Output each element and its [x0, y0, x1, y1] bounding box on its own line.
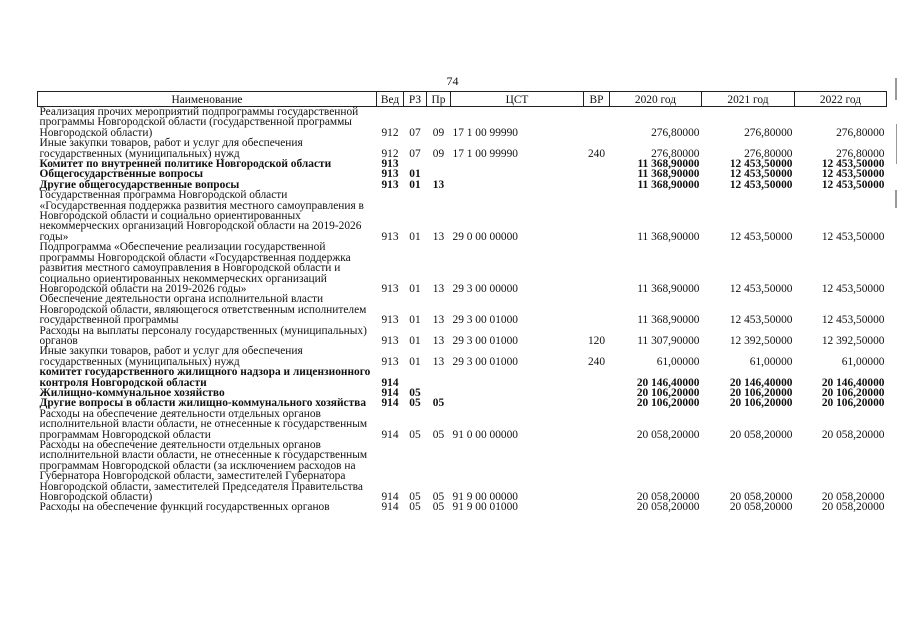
cell-2021: 12 392,50000: [729, 334, 793, 347]
cell-cst: 29 3 00 01000: [452, 355, 518, 368]
cell-pr: 09: [432, 147, 445, 160]
cell-rz: 05: [409, 491, 421, 504]
cell-cst: 29 3 00 00000: [452, 282, 518, 295]
cell-2022: 12 453,50000: [821, 168, 885, 181]
page-number: 74: [446, 74, 459, 88]
table-row: [38, 107, 887, 139]
cell-vr: [584, 388, 610, 398]
cell-2021: 12 453,50000: [729, 158, 793, 171]
cell-2021: 20 106,20000: [729, 386, 793, 399]
cell-ved: 914: [381, 501, 399, 514]
cell-ved: 914: [381, 491, 399, 504]
cell-name: Жилищно-коммунальное хозяйство: [39, 386, 225, 399]
cell-rz: 05: [409, 501, 421, 514]
cell-name: Расходы на обеспечение функций государственных органов: [39, 501, 330, 514]
cell-pr: 05: [432, 397, 445, 410]
header-pr: Пр: [427, 92, 451, 107]
table-row: [38, 138, 887, 159]
header-name: Наименование: [38, 92, 377, 107]
cell-cst: 29 0 00 00000: [452, 230, 518, 243]
cell-ved: 913: [381, 230, 399, 243]
cell-cst: [451, 367, 584, 388]
cell-2020: 11 307,90000: [637, 334, 700, 347]
cell-2022: 12 453,50000: [821, 230, 885, 243]
cell-2020: 11 368,90000: [637, 282, 700, 295]
cell-2022: 12 453,50000: [821, 178, 885, 191]
cell-2020: 20 058,20000: [636, 491, 700, 504]
cell-cst: 17 1 00 99990: [452, 126, 518, 139]
cell-pr: 05: [432, 501, 445, 514]
cell-2021: 20 146,40000: [729, 376, 793, 389]
cell-name: Иные закупки товаров, работ и услуг для обеспечения государственных (муниципальных) нужд: [39, 137, 303, 160]
cell-ved: 913: [381, 158, 399, 171]
cell-ved: 912: [381, 147, 399, 160]
cell-2020: 20 058,20000: [636, 428, 700, 441]
cell-name: комитет государственного жилищного надзора и лицензионного контроля Новгородской области: [39, 366, 371, 389]
cell-pr: 13: [432, 314, 445, 327]
cell-name: Реализация прочих мероприятий подпрограммы государственной программы Новгородской области (государственной программы Новгородской области): [39, 106, 359, 139]
cell-cst: 91 9 00 00000: [452, 491, 518, 504]
cell-2022: 276,80000: [836, 147, 885, 160]
cell-name: Государственная программа Новгородской области «Государственная поддержка развития местного самоуправления в Новгородской области и социально ориентированных некоммерческих организаций Новгородской области на 2019-2026 годы»: [39, 189, 364, 243]
cell-cst: [451, 180, 584, 190]
cell-2021: 20 058,20000: [729, 491, 793, 504]
cell-pr: 13: [432, 334, 445, 347]
cell-2020: 11 368,90000: [637, 158, 700, 171]
cell-ved: 912: [381, 126, 399, 139]
scan-edge-mark: [895, 190, 897, 208]
table-row: [38, 346, 887, 367]
cell-ved: 913: [381, 168, 399, 181]
cell-2021: 12 453,50000: [729, 168, 793, 181]
budget-table: [37, 91, 887, 513]
cell-name: Расходы на обеспечение деятельности отдельных органов исполнительной власти области, не отнесенные к государственным программам Новгородской области (за исключением расходов на Губернатора Новгородской области, заместителей Губернатора Новгородской области, заместителей Председателя Правительства Новгородской области): [39, 439, 368, 504]
cell-name: Комитет по внутренней политике Новгородской области: [39, 158, 332, 171]
cell-rz: 01: [409, 355, 421, 368]
cell-pr: [427, 367, 451, 388]
cell-rz: 01: [409, 230, 421, 243]
cell-ved: 914: [381, 376, 399, 389]
cell-vr: [584, 190, 610, 242]
cell-name: Расходы на обеспечение деятельности отдельных органов исполнительной власти области, не отнесенные к государственным программам Новгородской области: [39, 407, 368, 441]
cell-rz: 07: [409, 147, 421, 160]
header-2021: 2021 год: [702, 92, 795, 107]
cell-2021: 20 106,20000: [729, 397, 793, 410]
cell-cst: [451, 388, 584, 398]
cell-ved: 914: [381, 428, 399, 441]
cell-pr: [427, 159, 451, 169]
header-rz: РЗ: [404, 92, 427, 107]
cell-cst: [451, 169, 584, 179]
cell-ved: 913: [381, 355, 399, 368]
cell-vr: [584, 409, 610, 440]
table-row: [38, 242, 887, 294]
table-row: [38, 367, 887, 388]
cell-vr: [584, 367, 610, 388]
cell-2022: 20 106,20000: [821, 397, 885, 410]
cell-rz: 05: [409, 386, 421, 399]
cell-2022: 12 453,50000: [821, 314, 885, 327]
cell-2020: 20 146,40000: [636, 376, 700, 389]
cell-vr: [584, 294, 610, 325]
table-row: [38, 326, 887, 347]
cell-name: Общегосударственные вопросы: [39, 168, 204, 181]
cell-2021: 12 453,50000: [729, 178, 793, 191]
cell-2022: 20 058,20000: [821, 501, 885, 514]
cell-2020: 276,80000: [651, 147, 700, 160]
cell-2020: 20 106,20000: [636, 386, 700, 399]
cell-vr: [584, 107, 610, 139]
cell-2020: 20 058,20000: [636, 501, 700, 514]
table-row: [38, 294, 887, 325]
cell-2021: 20 058,20000: [729, 428, 793, 441]
cell-name: Подпрограмма «Обеспечение реализации государственной программы Новгородской области «Государственная поддержка развития местного самоуправления в Новгородской области и социально ориентированных некоммерческих организаций Новгородской области на 2019-2026 годы»: [39, 241, 351, 295]
cell-cst: 17 1 00 99990: [452, 147, 518, 160]
table-header-row: [38, 92, 887, 107]
cell-cst: 29 3 00 01000: [452, 314, 518, 327]
cell-pr: 09: [432, 126, 445, 139]
cell-rz: 01: [409, 178, 421, 191]
scan-edge-mark: [895, 78, 897, 100]
table-row: [38, 502, 887, 512]
cell-2022: 12 392,50000: [821, 334, 885, 347]
table-row: [38, 440, 887, 502]
cell-rz: 01: [409, 334, 421, 347]
cell-cst: 91 9 00 01000: [452, 501, 518, 514]
cell-2022: 20 058,20000: [821, 428, 885, 441]
cell-rz: 07: [409, 126, 421, 139]
cell-ved: 913: [381, 178, 399, 191]
cell-pr: 13: [432, 282, 445, 295]
cell-cst: [451, 398, 584, 408]
cell-2021: 20 058,20000: [729, 501, 793, 514]
cell-2022: 12 453,50000: [821, 158, 885, 171]
cell-cst: 91 0 00 00000: [452, 428, 518, 441]
cell-rz: 05: [409, 428, 421, 441]
cell-vr: [584, 159, 610, 169]
cell-2021: 12 453,50000: [729, 314, 793, 327]
cell-2022: 12 453,50000: [821, 282, 885, 295]
cell-ved: 913: [381, 282, 399, 295]
cell-rz: 01: [409, 168, 421, 181]
table-body: [38, 107, 887, 513]
cell-rz: 01: [409, 314, 421, 327]
cell-vr: [584, 169, 610, 179]
header-vr: ВР: [584, 92, 610, 107]
cell-rz: 01: [409, 282, 421, 295]
cell-vr: [584, 242, 610, 294]
cell-vr: [584, 502, 610, 512]
cell-pr: 05: [432, 428, 445, 441]
cell-2021: 276,80000: [744, 126, 793, 139]
cell-ved: 913: [381, 334, 399, 347]
cell-cst: 29 3 00 01000: [452, 334, 518, 347]
cell-2020: 11 368,90000: [637, 230, 700, 243]
cell-2020: 20 106,20000: [636, 397, 700, 410]
cell-pr: 05: [432, 491, 445, 504]
table-row: [38, 409, 887, 440]
cell-name: Другие вопросы в области жилищно-коммунального хозяйства: [39, 397, 367, 410]
cell-2021: 12 453,50000: [729, 230, 793, 243]
header-2022: 2022 год: [795, 92, 887, 107]
cell-vr: [584, 440, 610, 502]
cell-2020: 11 368,90000: [637, 314, 700, 327]
header-2020: 2020 год: [610, 92, 702, 107]
cell-name: Расходы на выплаты персоналу государственных (муниципальных) органов: [39, 324, 367, 347]
cell-2021: 61,00000: [749, 355, 793, 368]
cell-cst: [451, 159, 584, 169]
cell-pr: 13: [432, 355, 445, 368]
cell-2022: 20 106,20000: [821, 386, 885, 399]
cell-2020: 11 368,90000: [637, 178, 700, 191]
cell-pr: 13: [432, 178, 445, 191]
cell-vr: [584, 398, 610, 408]
cell-pr: 13: [432, 230, 445, 243]
cell-2022: 61,00000: [841, 355, 885, 368]
cell-vr: 240: [587, 147, 606, 160]
cell-rz: 05: [409, 397, 421, 410]
cell-2022: 20 146,40000: [821, 376, 885, 389]
cell-2022: 276,80000: [836, 126, 885, 139]
table-row: [38, 190, 887, 242]
cell-2022: 20 058,20000: [821, 491, 885, 504]
cell-name: Иные закупки товаров, работ и услуг для обеспечения государственных (муниципальных) нужд: [39, 345, 303, 368]
cell-ved: 913: [381, 314, 399, 327]
cell-2020: 276,80000: [651, 126, 700, 139]
scan-edge-mark: [896, 124, 897, 164]
cell-ved: 914: [381, 386, 399, 399]
cell-2021: 276,80000: [744, 147, 793, 160]
cell-2020: 11 368,90000: [637, 168, 700, 181]
cell-vr: 120: [587, 334, 606, 347]
cell-vr: [584, 180, 610, 190]
cell-vr: 240: [587, 355, 606, 368]
cell-name: Другие общегосударственные вопросы: [39, 178, 240, 191]
cell-name: Обеспечение деятельности органа исполнительной власти Новгородской области, являющегося ответственным исполнителем государственной программы: [39, 293, 367, 327]
header-ved: Вед: [377, 92, 404, 107]
cell-2021: 12 453,50000: [729, 282, 793, 295]
cell-2020: 61,00000: [656, 355, 700, 368]
cell-ved: 914: [381, 397, 399, 410]
header-cst: ЦСТ: [451, 92, 584, 107]
cell-rz: [404, 367, 427, 388]
